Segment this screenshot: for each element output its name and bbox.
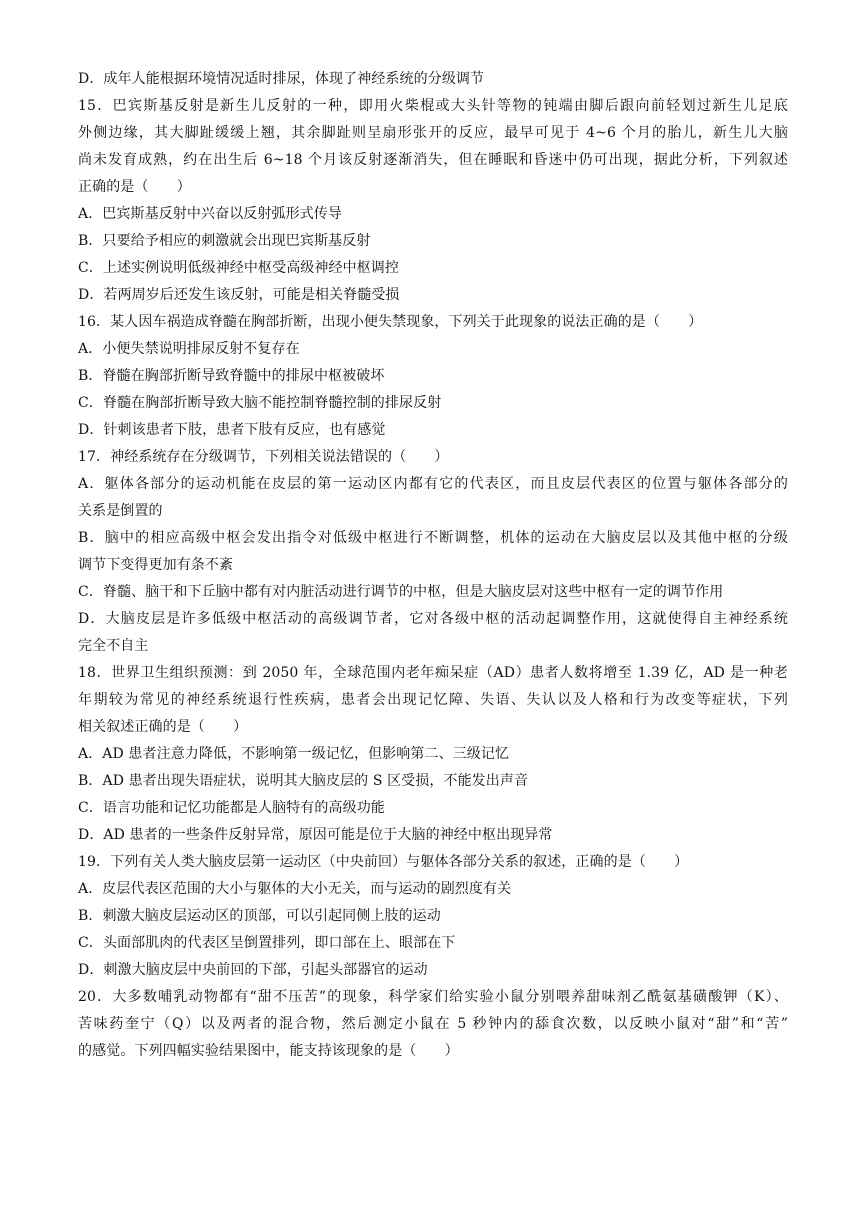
option-19-b: B．刺激大脑皮层运动区的顶部，可以引起同侧上肢的运动 bbox=[78, 908, 441, 924]
question-15-stem-line-2: 外侧边缘，其大脚趾缓缓上翘，其余脚趾则呈扇形张开的反应，最早可见于 4~6 个月的胎儿，新生儿大脑 bbox=[78, 125, 788, 141]
option-17-b-line-1: B．脑中的相应高级中枢会发出指令对低级中枢进行不断调整，机体的运动在大脑皮层以及其他中枢的分级 bbox=[78, 530, 788, 546]
question-17-stem: 17．神经系统存在分级调节，下列相关说法错误的（ ） bbox=[78, 449, 449, 465]
option-17-b-line-2: 调节下变得更加有条不紊 bbox=[78, 557, 234, 573]
option-19-d: D．刺激大脑皮层中央前回的下部，引起头部器官的运动 bbox=[78, 962, 428, 978]
question-18-stem-line-3: 相关叙述正确的是（ ） bbox=[78, 719, 248, 735]
option-17-d-line-1: D．大脑皮层是许多低级中枢活动的高级调节者，它对各级中枢的活动起调整作用，这就使得自主神经系统 bbox=[78, 611, 788, 627]
option-18-a: A．AD 患者注意力降低，不影响第一级记忆，但影响第二、三级记忆 bbox=[78, 746, 510, 762]
option-16-b: B．脊髓在胸部折断导致脊髓中的排尿中枢被破坏 bbox=[78, 368, 385, 384]
option-18-c: C．语言功能和记忆功能都是人脑特有的高级功能 bbox=[78, 800, 385, 816]
option-18-b: B．AD 患者出现失语症状，说明其大脑皮层的 S 区受损，不能发出声音 bbox=[78, 773, 529, 789]
option-19-a: A．皮层代表区范围的大小与躯体的大小无关，而与运动的剧烈度有关 bbox=[78, 881, 512, 897]
option-17-c: C．脊髓、脑干和下丘脑中都有对内脏活动进行调节的中枢，但是大脑皮层对这些中枢有一定的调节作用 bbox=[78, 584, 724, 600]
option-17-a-line-2: 关系是倒置的 bbox=[78, 503, 163, 519]
option-15-d: D．若两周岁后还发生该反射，可能是相关脊髓受损 bbox=[78, 287, 400, 303]
option-14-d: D．成年人能根据环境情况适时排尿，体现了神经系统的分级调节 bbox=[78, 71, 485, 87]
option-18-d: D．AD 患者的一些条件反射异常，原因可能是位于大脑的神经中枢出现异常 bbox=[78, 827, 553, 843]
question-18-stem-line-2: 年期较为常见的神经系统退行性疾病，患者会出现记忆障、失语、失认以及人格和行为改变等症状，下列 bbox=[78, 692, 788, 708]
option-17-d-line-2: 完全不自主 bbox=[78, 638, 149, 654]
option-15-a: A．巴宾斯基反射中兴奋以反射弧形式传导 bbox=[78, 206, 343, 222]
option-16-a: A．小便失禁说明排尿反射不复存在 bbox=[78, 341, 300, 357]
question-20-stem-line-3: 的感觉。下列四幅实验结果图中，能支持该现象的是（ ） bbox=[78, 1043, 459, 1059]
option-16-d: D．针刺该患者下肢，患者下肢有反应，也有感觉 bbox=[78, 422, 386, 438]
question-18-stem-line-1: 18．世界卫生组织预测：到 2050 年，全球范围内老年痴呆症（AD）患者人数将增至 1.39 亿，AD 是一种老 bbox=[78, 665, 788, 681]
option-15-b: B．只要给予相应的刺激就会出现巴宾斯基反射 bbox=[78, 233, 371, 249]
question-15-stem-line-1: 15．巴宾斯基反射是新生儿反射的一种，即用火柴棍或大头针等物的钝端由脚后跟向前轻划过新生儿足底 bbox=[78, 98, 788, 114]
question-16-stem: 16．某人因车祸造成脊髓在胸部折断，出现小便失禁现象，下列关于此现象的说法正确的是（ ） bbox=[78, 314, 703, 330]
question-19-stem: 19．下列有关人类大脑皮层第一运动区（中央前回）与躯体各部分关系的叙述，正确的是（ ） bbox=[78, 854, 689, 870]
document-page bbox=[78, 66, 788, 1065]
question-20-stem-line-1: 20．大多数哺乳动物都有“甜不压苦”的现象，科学家们给实验小鼠分别喂养甜味剂乙酰氨基磺酸钾（K）、 bbox=[78, 989, 788, 1005]
option-19-c: C．头面部肌肉的代表区呈倒置排列，即口部在上、眼部在下 bbox=[78, 935, 456, 951]
question-15-stem-line-4: 正确的是（ ） bbox=[78, 179, 191, 195]
option-17-a-line-1: A．躯体各部分的运动机能在皮层的第一运动区内都有它的代表区，而且皮层代表区的位置与躯体各部分的 bbox=[78, 476, 788, 492]
option-16-c: C．脊髓在胸部折断导致大脑不能控制脊髓控制的排尿反射 bbox=[78, 395, 442, 411]
option-15-c: C．上述实例说明低级神经中枢受高级神经中枢调控 bbox=[78, 260, 400, 276]
question-20-stem-line-2: 苦味药奎宁（Q）以及两者的混合物，然后测定小鼠在 5 秒钟内的舔食次数，以反映小鼠对“甜”和“苦” bbox=[78, 1016, 788, 1032]
question-15-stem-line-3: 尚未发育成熟，约在出生后 6~18 个月该反射逐渐消失，但在睡眠和昏迷中仍可出现，据此分析，下列叙述 bbox=[78, 152, 788, 168]
